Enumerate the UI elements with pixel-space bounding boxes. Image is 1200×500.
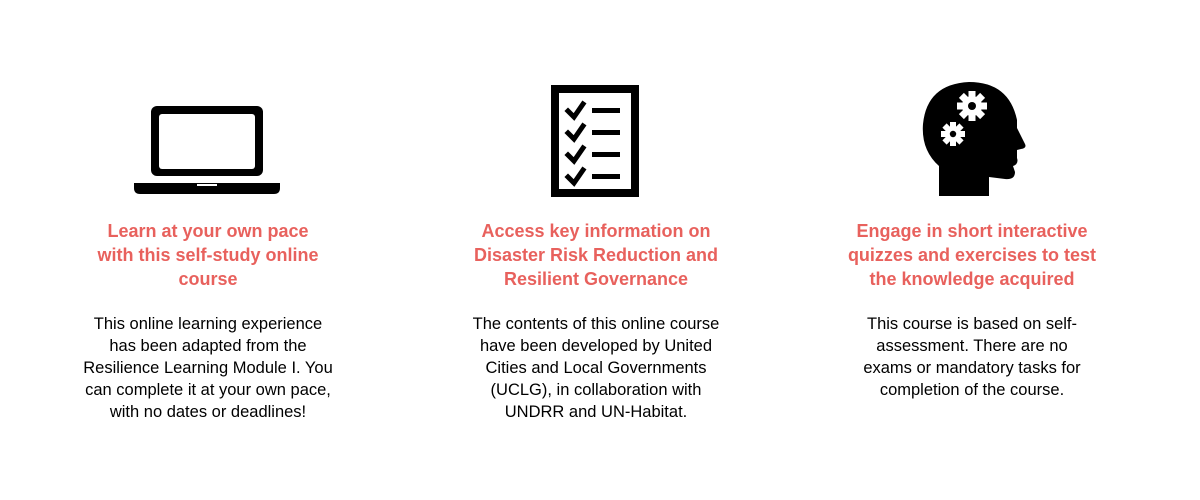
laptop-icon <box>132 100 282 200</box>
head-gears-icon <box>917 78 1027 198</box>
feature-description: This online learning experience has been adapted from the Resilience Learning Module I. You can complete it at your own pace, with no dates or deadlines! <box>83 315 333 421</box>
feature-self-paced <box>58 0 358 500</box>
feature-description: The contents of this online course have been developed by United Cities and Local Governments (UCLG), in collaboration with UNDRR and UN-Habitat. <box>472 315 720 421</box>
feature-interactive-quizzes <box>822 0 1122 500</box>
feature-description: This course is based on self- assessment. There are no exams or mandatory tasks for completion of the course. <box>863 315 1081 399</box>
feature-title: Learn at your own pace with this self-study online course <box>97 221 319 289</box>
feature-key-information <box>446 0 746 500</box>
feature-title: Engage in short interactive quizzes and exercises to test the knowledge acquired <box>847 221 1097 289</box>
checklist-icon <box>546 82 646 202</box>
feature-title: Access key information on Disaster Risk Reduction and Resilient Governance <box>473 221 719 289</box>
